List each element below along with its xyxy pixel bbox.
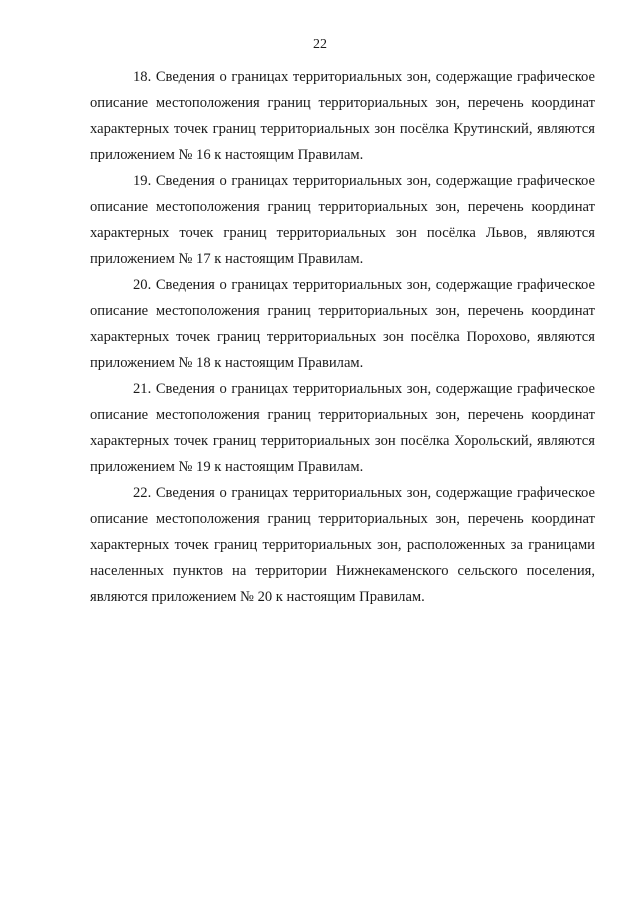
document-body bbox=[90, 64, 595, 610]
paragraph-18: 18. Сведения о границах территориальных зон, содержащие графическое описание местоположения границ территориальных зон, перечень координат характерных точек границ территориальных зон посёлка Крутинский, являются приложением № 16 к настоящим Правилам. bbox=[90, 69, 595, 163]
paragraph-19: 19. Сведения о границах территориальных зон, содержащие графическое описание местоположения границ территориальных зон, перечень координат характерных точек границ территориальных зон посёлка Львов, являются приложением № 17 к настоящим Правилам. bbox=[90, 173, 595, 267]
paragraph-22: 22. Сведения о границах территориальных зон, содержащие графическое описание местоположения границ территориальных зон, перечень координат характерных точек границ территориальных зон, расположенных за границами населенных пунктов на территории Нижнекаменского сельского поселения, являются приложением № 20 к настоящим Правилам. bbox=[90, 485, 595, 605]
paragraph-20: 20. Сведения о границах территориальных зон, содержащие графическое описание местоположения границ территориальных зон, перечень координат характерных точек границ территориальных зон посёлка Порохово, являются приложением № 18 к настоящим Правилам. bbox=[90, 277, 595, 371]
paragraph-21: 21. Сведения о границах территориальных зон, содержащие графическое описание местоположения границ территориальных зон, перечень координат характерных точек границ территориальных зон посёлка Хорольский, являются приложением № 19 к настоящим Правилам. bbox=[90, 381, 595, 475]
page-number: 22 bbox=[313, 37, 327, 52]
